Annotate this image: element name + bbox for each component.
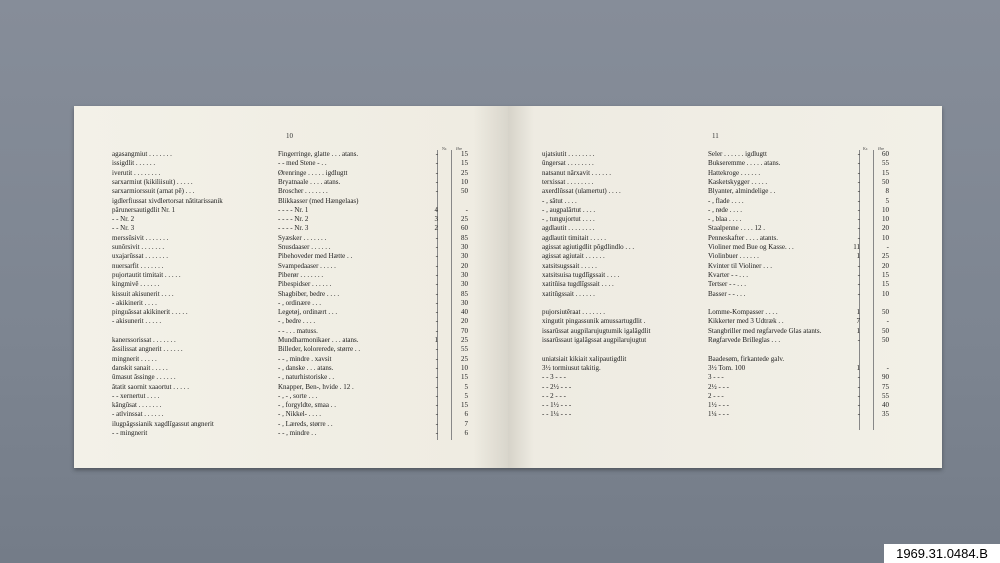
price-kr: - xyxy=(435,326,438,335)
danish-text: Shagbiber, bedre . . . . xyxy=(278,289,340,298)
table-row xyxy=(508,336,942,344)
price-ore: 60 xyxy=(882,150,889,158)
greenlandic-text: - - Nr. 2 xyxy=(112,215,135,224)
greenlandic-text: - akikinerit . . . . xyxy=(112,298,157,307)
danish-text: 1½ - - - xyxy=(708,401,729,410)
table-row xyxy=(74,178,508,186)
table-row xyxy=(508,197,942,205)
price-ore: 25 xyxy=(461,336,468,344)
price-kr: - xyxy=(435,252,438,261)
table-row xyxy=(74,215,508,223)
price-kr: 1 xyxy=(856,326,860,335)
col-header-nr: Nr. xyxy=(442,146,447,151)
danish-text: Røgfarvede Brilleglas . . . xyxy=(708,336,781,344)
price-ore: 10 xyxy=(882,205,889,214)
danish-text: Baadesøm, firkantede galv. xyxy=(708,354,785,363)
price-kr: - xyxy=(857,382,860,391)
danish-text: Violiner med Bue og Kasse. . . xyxy=(708,243,794,251)
danish-text: Legetøj, ordinært . . . xyxy=(278,308,338,317)
greenlandic-text: - - 1¼ - - - xyxy=(542,410,572,419)
price-ore: 30 xyxy=(461,243,468,251)
greenlandic-text: kângûsat . . . . . . . xyxy=(112,401,162,410)
greenlandic-text: - - 3 - - - xyxy=(542,373,566,382)
table-row xyxy=(508,345,942,353)
price-ore: 10 xyxy=(461,363,468,372)
price-kr: - xyxy=(857,261,860,270)
price-kr: - xyxy=(435,308,438,317)
greenlandic-text: - - 2½ - - - xyxy=(542,382,572,391)
danish-text: - - med Stene - . . xyxy=(278,159,327,168)
danish-text: - - , mindre . xavsit xyxy=(278,354,332,363)
table-row xyxy=(508,383,942,391)
table-row xyxy=(508,308,942,316)
price-ore: 15 xyxy=(461,401,468,410)
price-kr: - xyxy=(435,270,438,279)
price-ore: 10 xyxy=(461,177,468,186)
col-header-kr: Kr. xyxy=(863,146,868,151)
table-row xyxy=(74,280,508,288)
price-kr: 2 xyxy=(434,224,438,233)
price-kr: - xyxy=(435,373,438,382)
danish-text: Billeder, kolorerede, større . . xyxy=(278,345,361,354)
price-kr: - xyxy=(857,289,860,298)
table-row xyxy=(74,271,508,279)
danish-text: - - - - Nr. 2 xyxy=(278,215,309,224)
price-ore: 15 xyxy=(461,373,468,382)
danish-text: Seler . . . . . . igdlugtt xyxy=(708,150,767,158)
table-row xyxy=(508,364,942,372)
price-kr: - xyxy=(857,270,860,279)
price-ore: 6 xyxy=(464,429,468,437)
danish-text: - , naturhistoriske . . xyxy=(278,373,335,382)
danish-text: Kikkerter med 3 Udtræk . . xyxy=(708,317,784,326)
table-row xyxy=(74,336,508,344)
table-row xyxy=(508,271,942,279)
price-kr: - xyxy=(857,401,860,410)
table-row xyxy=(508,410,942,418)
price-ore: - xyxy=(465,205,468,214)
price-kr: - xyxy=(435,159,438,168)
greenlandic-text: - akisunerit . . . . . xyxy=(112,317,162,326)
greenlandic-text: merssûsivit . . . . . . . xyxy=(112,233,169,242)
greenlandic-text: xatitûisa tugdlîgssait . . . . xyxy=(542,280,614,289)
table-row xyxy=(508,215,942,223)
table-row xyxy=(74,383,508,391)
price-kr: 1 xyxy=(434,336,438,344)
price-ore: 85 xyxy=(461,233,468,242)
greenlandic-text: âtatit saornit xaaortut . . . . . xyxy=(112,382,189,391)
greenlandic-text: 3½ tormiusut takitig. xyxy=(542,363,601,372)
greenlandic-text: kingmivê . . . . . . xyxy=(112,280,160,289)
greenlandic-text: ûmasut âssinge . . . . . . xyxy=(112,373,176,382)
price-kr: - xyxy=(857,233,860,242)
price-ore: 5 xyxy=(885,196,889,205)
danish-text: - , flade . . . . xyxy=(708,196,744,205)
table-row xyxy=(508,392,942,400)
danish-text: - - - - Nr. 1 xyxy=(278,205,309,214)
table-row xyxy=(74,410,508,418)
danish-text: - , røde . . . . xyxy=(708,205,743,214)
table-row xyxy=(508,317,942,325)
greenlandic-text: - , augpalârtut . . . . xyxy=(542,205,596,214)
greenlandic-text: kanerssorissat . . . . . . . xyxy=(112,336,176,344)
danish-text: - , blaa . . . . xyxy=(708,215,742,224)
greenlandic-text: sunôrsivit . . . . . . . xyxy=(112,243,165,251)
greenlandic-text: - - xernertut . . . . xyxy=(112,391,160,400)
danish-text: Svampedaaser . . . . . xyxy=(278,261,336,270)
price-kr: - xyxy=(435,280,438,289)
table-row xyxy=(74,187,508,195)
price-ore: 70 xyxy=(461,326,468,335)
greenlandic-text: agissat agiutigdlit pôgdlindlo . . . xyxy=(542,243,635,251)
table-row xyxy=(508,355,942,363)
danish-text: Kvinter til Violiner . . . xyxy=(708,261,772,270)
danish-text: Lomme-Kompasser . . . . xyxy=(708,308,778,317)
price-kr: - xyxy=(435,354,438,363)
danish-text: Violinbuer . . . . . . xyxy=(708,252,759,261)
price-ore: 20 xyxy=(461,317,468,326)
table-row xyxy=(74,290,508,298)
col-header-ore: Øre xyxy=(878,146,884,151)
price-ore: 15 xyxy=(882,168,889,177)
greenlandic-text: issarûssaut igalâgssat augpilarujugtut xyxy=(542,336,647,344)
price-ore: 6 xyxy=(464,410,468,419)
table-row xyxy=(508,178,942,186)
price-kr: - xyxy=(857,196,860,205)
greenlandic-text: mingnerit . . . . . xyxy=(112,354,157,363)
danish-text: - , Nikkel- . . . . xyxy=(278,410,321,419)
table-row xyxy=(74,159,508,167)
price-kr: - xyxy=(857,410,860,419)
greenlandic-text: agdlautit timitait . . . . . xyxy=(542,233,606,242)
greenlandic-text: agdlautit . . . . . . . . xyxy=(542,224,595,233)
table-row xyxy=(74,420,508,428)
greenlandic-text: agasangmiut . . . . . . . xyxy=(112,150,172,158)
price-ore: 20 xyxy=(882,224,889,233)
price-ore: 50 xyxy=(882,177,889,186)
greenlandic-text: igdlerfiussat xivdlertorsat nâtitarissanik xyxy=(112,196,223,205)
greenlandic-text: - - 1½ - - - xyxy=(542,401,572,410)
price-ore: 35 xyxy=(882,410,889,419)
price-ore: 15 xyxy=(882,280,889,289)
table-row xyxy=(508,169,942,177)
table-row xyxy=(508,234,942,242)
price-ore: 30 xyxy=(461,298,468,307)
table-row xyxy=(508,243,942,251)
table-row xyxy=(508,187,942,195)
price-ore: 20 xyxy=(461,261,468,270)
table-row xyxy=(508,299,942,307)
price-kr: - xyxy=(435,187,438,196)
danish-text: 3½ Tom. 100 xyxy=(708,363,746,372)
table-row xyxy=(508,401,942,409)
danish-text: Broscher . . . . . . . xyxy=(278,187,328,196)
table-row xyxy=(508,373,942,381)
price-kr: 1 xyxy=(856,363,860,372)
greenlandic-text: - - 2 - - - xyxy=(542,391,566,400)
price-kr: - xyxy=(857,373,860,382)
price-ore: 15 xyxy=(882,270,889,279)
table-row xyxy=(74,345,508,353)
greenlandic-text: ujatsiutit . . . . . . . . xyxy=(542,150,595,158)
table-row xyxy=(74,429,508,437)
greenlandic-text: - atlvinssat . . . . . . xyxy=(112,410,164,419)
price-ore: 5 xyxy=(464,391,468,400)
table-row xyxy=(74,308,508,316)
danish-text: Ørenringe . . . . . igdlugtt xyxy=(278,168,348,177)
open-booklet xyxy=(74,106,942,468)
price-ore: 50 xyxy=(882,336,889,344)
price-ore: 50 xyxy=(882,326,889,335)
table-row xyxy=(74,317,508,325)
danish-text: Tertser - - . . . xyxy=(708,280,746,289)
price-kr: - xyxy=(857,224,860,233)
table-row xyxy=(74,169,508,177)
price-kr: - xyxy=(435,289,438,298)
danish-text: - , bedre . . . . xyxy=(278,317,316,326)
table-row xyxy=(74,262,508,270)
danish-text: - , danske . . . atans. xyxy=(278,363,334,372)
greenlandic-text: ilugpâgssianik xagdlîgassut angnerit xyxy=(112,419,214,428)
table-row xyxy=(508,280,942,288)
price-ore: 40 xyxy=(882,401,889,410)
table-row xyxy=(74,252,508,260)
price-kr: 1 xyxy=(856,252,860,261)
danish-text: Blikkasser (med Hængelaas) xyxy=(278,196,359,205)
price-kr: - xyxy=(435,177,438,186)
greenlandic-text: - , tungujortut . . . . xyxy=(542,215,595,224)
price-kr: - xyxy=(435,168,438,177)
page-number-right: 11 xyxy=(712,132,719,140)
price-kr: 3 xyxy=(434,215,438,224)
danish-text: - , forgyldte, smaa . . xyxy=(278,401,336,410)
price-ore: 50 xyxy=(461,187,468,196)
price-kr: - xyxy=(857,168,860,177)
price-kr: - xyxy=(435,382,438,391)
greenlandic-text: natsanut nârxavit . . . . . . xyxy=(542,168,612,177)
price-ore: 55 xyxy=(882,391,889,400)
greenlandic-text: uniatsiait kikiait xalipautigdlit xyxy=(542,354,627,363)
danish-text: Snusdaaser . . . . . . xyxy=(278,243,331,251)
price-ore: 10 xyxy=(882,233,889,242)
price-ore: 25 xyxy=(882,252,889,261)
price-ore: 7 xyxy=(464,419,468,428)
price-ore: 30 xyxy=(461,270,468,279)
danish-text: Knapper, Ben-, hvide . 12 . xyxy=(278,382,354,391)
danish-text: Pibehoveder med Hætte . . xyxy=(278,252,353,261)
greenlandic-text: ûngersat . . . . . . . . xyxy=(542,159,594,168)
danish-text: 3 - - - xyxy=(708,373,724,382)
danish-text: 1¼ - - - xyxy=(708,410,729,419)
price-kr: - xyxy=(435,429,438,437)
danish-text: - - - - Nr. 3 xyxy=(278,224,309,233)
danish-text: Basser - - . . . xyxy=(708,289,746,298)
table-row xyxy=(74,401,508,409)
price-kr: 1 xyxy=(856,308,860,317)
table-row xyxy=(508,150,942,158)
price-ore: - xyxy=(886,243,889,251)
greenlandic-text: xatitûgssait . . . . . . xyxy=(542,289,595,298)
table-row xyxy=(74,150,508,158)
price-ore: 15 xyxy=(461,150,468,158)
price-kr: 11 xyxy=(853,243,860,251)
table-row xyxy=(508,206,942,214)
price-ore: 15 xyxy=(461,159,468,168)
page-number-left: 10 xyxy=(286,132,293,140)
greenlandic-text: nuersarfit . . . . . . . xyxy=(112,261,164,270)
table-row xyxy=(74,392,508,400)
price-kr: - xyxy=(857,205,860,214)
danish-text: Stangbriller med røgfarvede Glas atants. xyxy=(708,326,822,335)
table-row xyxy=(74,327,508,335)
price-ore: 25 xyxy=(461,168,468,177)
price-ore: 75 xyxy=(882,382,889,391)
greenlandic-text: sarxarmiut (kikiliisuit) . . . . . xyxy=(112,177,193,186)
price-kr: - xyxy=(857,187,860,196)
danish-text: Hattekroge . . . . . . xyxy=(708,168,761,177)
left-page xyxy=(74,106,508,468)
danish-text: Penneskafter . . . . atants. xyxy=(708,233,778,242)
greenlandic-text: issigdlit . . . . . . xyxy=(112,159,156,168)
greenlandic-text: danskit sanait . . . . . xyxy=(112,363,168,372)
table-row xyxy=(74,373,508,381)
price-kr: - xyxy=(857,159,860,168)
greenlandic-text: xatsitsuisa tugdlîgssait . . . . xyxy=(542,270,620,279)
table-row xyxy=(508,327,942,335)
greenlandic-text: xatsitsugssait . . . . . xyxy=(542,261,597,270)
table-row xyxy=(508,159,942,167)
right-page xyxy=(508,106,942,468)
price-kr: - xyxy=(857,177,860,186)
table-row xyxy=(74,299,508,307)
table-row xyxy=(508,290,942,298)
price-kr: - xyxy=(435,419,438,428)
danish-text: Pibespidser . . . . . . xyxy=(278,280,332,289)
price-kr: - xyxy=(857,215,860,224)
danish-text: Mundharmonikaer . . . atans. xyxy=(278,336,359,344)
greenlandic-text: pujorsiutêraat . . . . . . . xyxy=(542,308,605,317)
danish-text: Staalpenne . . . . 12 . xyxy=(708,224,765,233)
table-row xyxy=(74,224,508,232)
price-kr: 7 xyxy=(856,317,860,326)
price-kr: - xyxy=(435,298,438,307)
price-kr: - xyxy=(857,391,860,400)
greenlandic-text: - , sâtut . . . . xyxy=(542,196,577,205)
price-kr: - xyxy=(435,345,438,354)
price-ore: 55 xyxy=(882,159,889,168)
table-row xyxy=(508,224,942,232)
greenlandic-text: iverutit . . . . . . . . xyxy=(112,168,161,177)
price-ore: 90 xyxy=(882,373,889,382)
price-kr: - xyxy=(435,233,438,242)
danish-text: - - , mindre . . xyxy=(278,429,317,437)
danish-text: Piberør . . . . . . . xyxy=(278,270,324,279)
price-kr: - xyxy=(435,410,438,419)
danish-text: Syæsker . . . . . . . xyxy=(278,233,327,242)
greenlandic-text: agissat agiutait . . . . . . xyxy=(542,252,605,261)
price-kr: - xyxy=(435,261,438,270)
price-ore: - xyxy=(886,317,889,326)
danish-text: Fingerringe, glatte . . . atans. xyxy=(278,150,359,158)
price-ore: 5 xyxy=(464,382,468,391)
price-kr: - xyxy=(857,150,860,158)
price-ore: 25 xyxy=(461,215,468,224)
price-ore: 25 xyxy=(461,354,468,363)
price-ore: 50 xyxy=(882,308,889,317)
col-header-ore: Øre xyxy=(456,146,462,151)
danish-text: - - . . . matuss. xyxy=(278,326,318,335)
greenlandic-text: pujortautit timitait . . . . . xyxy=(112,270,181,279)
danish-text: - , ordinære . . . xyxy=(278,298,321,307)
greenlandic-text: kissuit akisunerit . . . . xyxy=(112,289,174,298)
greenlandic-text: sarxarmiorssuit (arnat pê) . . . xyxy=(112,187,195,196)
price-kr: - xyxy=(435,401,438,410)
greenlandic-text: terxissat . . . . . . . . xyxy=(542,177,594,186)
price-kr: - xyxy=(857,336,860,344)
price-kr: - xyxy=(435,243,438,251)
danish-text: Blyanter, almindelige . . xyxy=(708,187,776,196)
greenlandic-text: uxajarûssat . . . . . . . xyxy=(112,252,168,261)
price-ore: 30 xyxy=(461,252,468,261)
greenlandic-text: - - mingnerit xyxy=(112,429,148,437)
price-kr: - xyxy=(857,280,860,289)
table-row xyxy=(74,355,508,363)
danish-text: Bryatnaale . . . . atans. xyxy=(278,177,341,186)
price-ore: 8 xyxy=(885,187,889,196)
price-kr: 4 xyxy=(434,205,438,214)
catalog-label: 1969.31.0484.B xyxy=(884,544,1000,563)
danish-text: 2½ - - - xyxy=(708,382,729,391)
greenlandic-text: xingutit pingassunik amussartugdlit . xyxy=(542,317,646,326)
table-row xyxy=(74,364,508,372)
table-row xyxy=(74,243,508,251)
greenlandic-text: axerdlûssat (ulamertut) . . . . xyxy=(542,187,621,196)
danish-text: - , - , sorte . . . xyxy=(278,391,318,400)
price-kr: - xyxy=(435,150,438,158)
price-ore: 60 xyxy=(461,224,468,233)
table-row xyxy=(74,206,508,214)
danish-text: Bukseremme . . . . . atans. xyxy=(708,159,781,168)
danish-text: - , Læreds, større . . xyxy=(278,419,333,428)
greenlandic-text: âssilissat angnerit . . . . . . xyxy=(112,345,183,354)
table-row xyxy=(508,262,942,270)
price-ore: 30 xyxy=(461,280,468,289)
price-ore: 85 xyxy=(461,289,468,298)
price-kr: - xyxy=(435,363,438,372)
price-ore: 55 xyxy=(461,345,468,354)
greenlandic-text: pârunersautigdlit Nr. 1 xyxy=(112,205,176,214)
table-row xyxy=(508,252,942,260)
price-kr: - xyxy=(435,317,438,326)
price-ore: 40 xyxy=(461,308,468,317)
table-row xyxy=(74,234,508,242)
danish-text: Kvarter - - . . . xyxy=(708,270,749,279)
table-row xyxy=(74,197,508,205)
price-ore: 10 xyxy=(882,289,889,298)
greenlandic-text: - - Nr. 3 xyxy=(112,224,135,233)
price-kr: - xyxy=(435,391,438,400)
greenlandic-text: issarûssat augpilarujugtumik igalâgdlit xyxy=(542,326,651,335)
danish-text: Kasketskygger . . . . . xyxy=(708,177,768,186)
price-ore: 20 xyxy=(882,261,889,270)
greenlandic-text: pinguâssat akikinerit . . . . . xyxy=(112,308,188,317)
price-ore: 10 xyxy=(882,215,889,224)
price-ore: - xyxy=(886,363,889,372)
danish-text: 2 - - - xyxy=(708,391,724,400)
